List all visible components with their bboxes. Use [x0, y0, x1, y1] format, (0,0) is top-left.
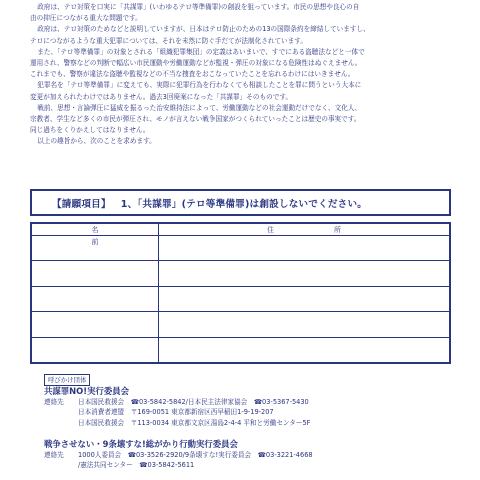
body-line: また、「テロ等準備罪」の対象とされる「組織犯罪集団」の定義はあいまいで、すでにある盗聴法などと一体で — [37, 47, 365, 56]
address-cell[interactable] — [159, 287, 449, 311]
signature-row — [32, 338, 449, 363]
signature-row — [32, 312, 449, 337]
name-cell[interactable] — [32, 338, 159, 363]
contact-key: 連絡先 — [44, 398, 64, 406]
contact-value: 日本国民救援会 ☎03-5842-5842/日本民主法律家協会 ☎03-5367-5430 — [78, 398, 309, 406]
name-cell[interactable] — [32, 261, 159, 285]
address-cell[interactable] — [159, 312, 449, 336]
organizers-label: 呼びかけ団体 — [44, 374, 90, 386]
body-line: これまでも、警察が違法な盗聴や監視などの不当な捜査をおこなっていたことを忘れるわけにはいきません。 — [30, 70, 355, 79]
contact-key — [44, 407, 72, 417]
contact-key — [44, 460, 72, 470]
name-cell[interactable] — [32, 236, 159, 260]
contact-line — [44, 407, 464, 417]
body-line: 変更が加えられたわけではありません。過去3回廃案になった「共謀罪」そのものです。 — [30, 92, 293, 101]
column-header-address: 住所 — [267, 225, 401, 234]
signature-table-header — [32, 224, 449, 246]
contact-line — [44, 450, 464, 460]
name-cell[interactable] — [32, 312, 159, 336]
body-line: 犯罪名を「テロ等準備罪」に変えても、実際に犯罪行為を行わなくても相談したことを罪に問うという大本に — [37, 81, 362, 90]
contact-line — [44, 397, 464, 407]
contact-key — [44, 418, 72, 428]
body-line: 由の抑圧につながる重大な問題です。 — [30, 14, 142, 23]
body-line: 宗教者、学生など多くの市民が弾圧され、モノが言えない戦争国家がつくられていったことは歴史の事実です。 — [30, 115, 361, 124]
address-cell[interactable] — [159, 338, 449, 363]
body-line: テロにつながるような重大犯罪については、それを未然に防ぐ手だてが法制化されています。 — [30, 36, 307, 45]
petition-item-box — [30, 189, 451, 216]
contact-line — [44, 460, 464, 470]
body-line: 同じ過ちをくりかえしてはなりません。 — [30, 126, 150, 135]
petition-body-text — [30, 2, 466, 148]
organizer-name: 共謀罪NO!実行委員会 — [44, 386, 129, 396]
organizer-name: 戦争させない・9条壊すな!総がかり行動実行委員会 — [44, 439, 238, 449]
body-line: 運用され、警察などの判断で幅広い市民運動や労働運動などが監視・弾圧の対象になる危険性はぬぐえません。 — [30, 59, 362, 68]
organizer-group — [44, 439, 464, 471]
address-cell[interactable] — [159, 261, 449, 285]
signature-row — [32, 261, 449, 286]
body-line: 戦前、思想・言論弾圧に猛威を振るった治安維持法によって、労働運動などの社会運動だけでなく、文化人、 — [37, 103, 362, 112]
contact-line — [44, 418, 464, 428]
body-line: 政府は、テロ対策を口実に「共謀罪」(いわゆるテロ等準備罪)の創設を狙っています。市民の思想や良心の自 — [37, 3, 360, 11]
signature-row — [32, 236, 449, 261]
petition-item-text: 1、「共謀罪」(テロ等準備罪)は創設しないでください。 — [120, 198, 368, 210]
signature-table — [30, 222, 451, 364]
contact-key: 連絡先 — [44, 451, 64, 459]
body-line: 以上の趣旨から、次のことを求めます。 — [37, 137, 156, 146]
address-cell[interactable] — [159, 236, 449, 260]
organizer-group — [44, 386, 464, 428]
name-cell[interactable] — [32, 287, 159, 311]
signature-row — [32, 287, 449, 312]
column-header-name: 名前 — [32, 224, 159, 235]
contact-value: /憲法共同センター ☎03-5842-5611 — [78, 461, 195, 470]
contact-value: 日本国民救援会 〒113-0034 東京都文京区湯島2-4-4 平和と労働センター5F — [78, 418, 311, 427]
contact-value: 日本消費者連盟 〒169-0051 東京都新宿区西早稲田1-9-19-207 — [78, 408, 274, 417]
body-line: 政府は、テロ対策のためなどと説明していますが、日本はテロ防止のための13の国際条約を締結していますし、 — [37, 25, 370, 34]
contact-value: 1000人委員会 ☎03-3526-2920/9条壊すな!実行委員会 ☎03-3221-4668 — [78, 451, 313, 459]
petition-item-label: 【請願項目】 — [52, 198, 111, 210]
